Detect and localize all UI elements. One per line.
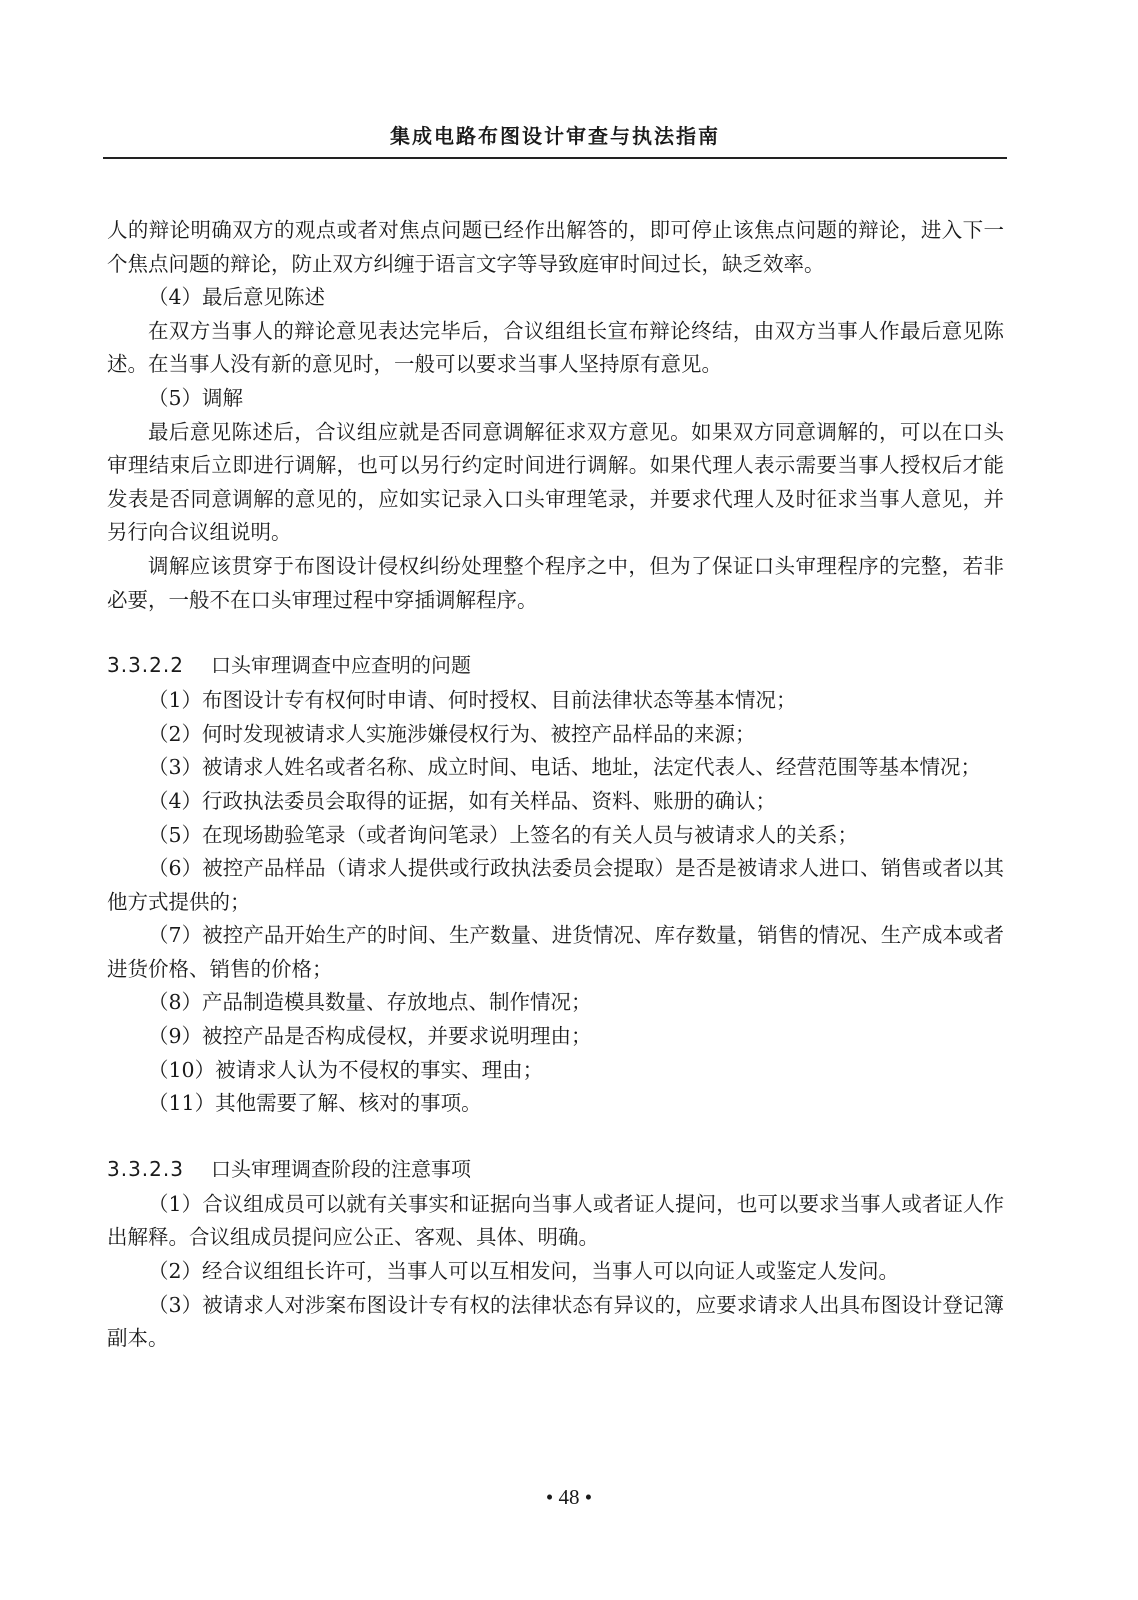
section-heading <box>107 648 1004 682</box>
section-number: 3.3.2.2 <box>107 653 184 678</box>
list-item: （11）其他需要了解、核对的事项。 <box>148 1091 482 1116</box>
header-rule <box>103 157 1007 159</box>
list-item: （4）行政执法委员会取得的证据，如有关样品、资料、账册的确认； <box>148 788 777 813</box>
page-number: • 48 • <box>545 1485 593 1509</box>
list-item: （9）被控产品是否构成侵权，并要求说明理由； <box>148 1024 592 1049</box>
section-title: 口头审理调查中应查明的问题 <box>211 653 471 678</box>
list-item: （3）被请求人姓名或者名称、成立时间、电话、地址，法定代表人、经营范围等基本情况； <box>148 755 982 780</box>
page-body <box>107 214 1004 1356</box>
list-item: （2）经合议组组长许可，当事人可以互相发问，当事人可以向证人或鉴定人发问。 <box>148 1259 900 1284</box>
subsection-label: （5）调解 <box>148 385 244 410</box>
section-number: 3.3.2.3 <box>107 1156 184 1181</box>
list-item: （2）何时发现被请求人实施涉嫌侵权行为、被控产品样品的来源； <box>148 721 756 746</box>
list-item: （3）被请求人对涉案布图设计专有权的法律状态有异议的，应要求请求人出具布图设计登记簿副本。 <box>107 1292 1004 1351</box>
paragraph: 最后意见陈述后，合议组应就是否同意调解征求双方意见。如果双方同意调解的，可以在口头审理结束后立即进行调解，也可以另行约定时间进行调解。如果代理人表示需要当事人授权后才能发表是否同意调解的意见的，应如实记录入口头审理笔录，并要求代理人及时征求当事人意见，并另行向合议组说明。 <box>107 419 1004 545</box>
list-item: （5）在现场勘验笔录（或者询问笔录）上签名的有关人员与被请求人的关系； <box>148 822 859 847</box>
list-item: （10）被请求人认为不侵权的事实、理由； <box>148 1057 544 1082</box>
paragraph: 调解应该贯穿于布图设计侵权纠纷处理整个程序之中，但为了保证口头审理程序的完整，若非必要，一般不在口头审理过程中穿插调解程序。 <box>107 553 1004 612</box>
list-item: （6）被控产品样品（请求人提供或行政执法委员会提取）是否是被请求人进口、销售或者以其他方式提供的； <box>107 856 1004 914</box>
list-item: （1）布图设计专有权何时申请、何时授权、目前法律状态等基本情况； <box>148 688 797 713</box>
paragraph: 人的辩论明确双方的观点或者对焦点问题已经作出解答的，即可停止该焦点问题的辩论，进入下一个焦点问题的辩论，防止双方纠缠于语言文字等导致庭审时间过长，缺乏效率。 <box>107 218 1004 276</box>
subsection-label: （4）最后意见陈述 <box>148 285 326 310</box>
section-heading <box>107 1152 1004 1186</box>
list-item: （7）被控产品开始生产的时间、生产数量、进货情况、库存数量，销售的情况、生产成本或者进货价格、销售的价格； <box>107 923 1004 981</box>
paragraph: 在双方当事人的辩论意见表达完毕后，合议组组长宣布辩论终结，由双方当事人作最后意见陈述。在当事人没有新的意见时，一般可以要求当事人坚持原有意见。 <box>107 318 1004 377</box>
list-item: （1）合议组成员可以就有关事实和证据向当事人或者证人提问，也可以要求当事人或者证人作出解释。合议组成员提问应公正、客观、具体、明确。 <box>107 1191 1004 1250</box>
section-title: 口头审理调查阶段的注意事项 <box>211 1156 471 1181</box>
list-item: （8）产品制造模具数量、存放地点、制作情况； <box>148 990 592 1015</box>
running-header: 集成电路布图设计审查与执法指南 <box>390 124 720 148</box>
